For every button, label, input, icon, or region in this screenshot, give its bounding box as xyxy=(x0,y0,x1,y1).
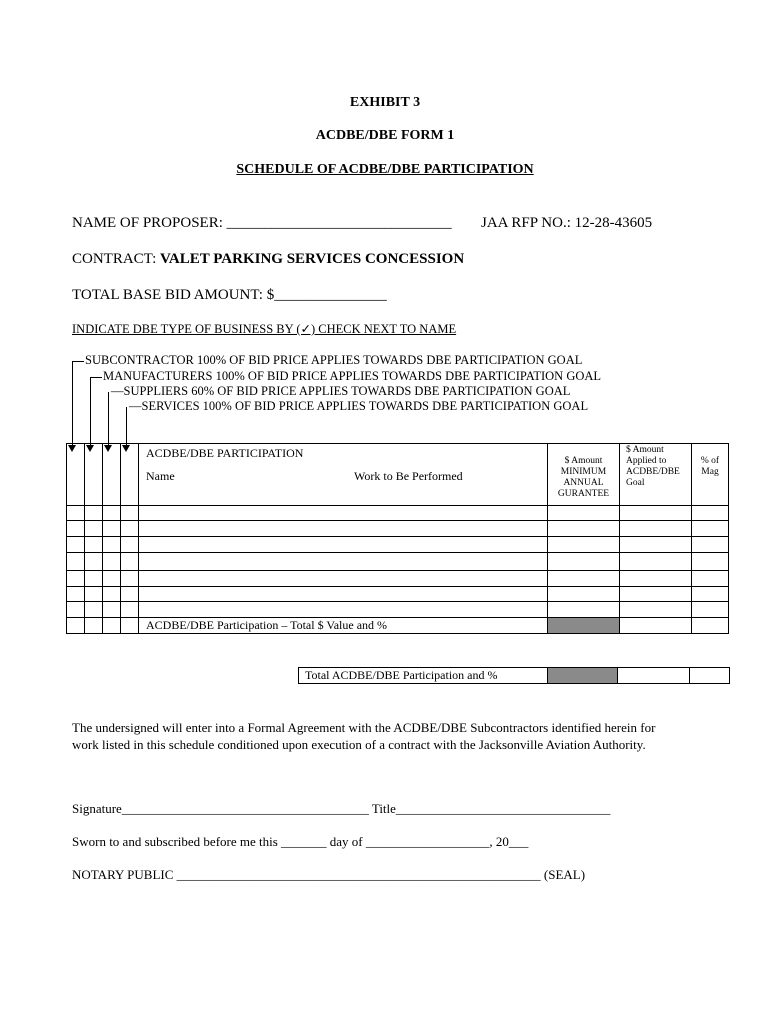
dbe-type-subcontractor: SUBCONTRACTOR 100% OF BID PRICE APPLIES TOWARDS DBE PARTICIPATION GOAL xyxy=(85,353,583,367)
contract-label: CONTRACT: xyxy=(72,251,161,267)
sworn-field[interactable]: Sworn to and subscribed before me this _______ day of ___________________, 20___ xyxy=(72,834,529,849)
table-row[interactable] xyxy=(67,521,729,537)
name-work-header xyxy=(139,444,548,506)
applied-total-cell[interactable] xyxy=(620,618,692,634)
table-row[interactable] xyxy=(67,537,729,553)
check-cell[interactable] xyxy=(67,444,85,506)
statement-line-1: The undersigned will enter into a Formal Agreement with the ACDBE/DBE Subcontractors identified herein for xyxy=(72,720,656,735)
name-column-header: Name xyxy=(146,469,175,483)
check-cell[interactable] xyxy=(121,444,139,506)
exhibit-label: EXHIBIT 3 xyxy=(349,95,421,110)
total-row xyxy=(67,618,729,634)
total-row-label: ACDBE/DBE Participation – Total $ Value and % xyxy=(139,618,548,634)
grand-total-table xyxy=(298,667,730,684)
contract-value: VALET PARKING SERVICES CONCESSION xyxy=(160,251,465,267)
dbe-type-suppliers: —SUPPLIERS 60% OF BID PRICE APPLIES TOWARDS DBE PARTICIPATION GOAL xyxy=(111,384,571,398)
shaded-cell xyxy=(548,668,618,684)
section-heading: ACDBE/DBE PARTICIPATION xyxy=(146,446,304,460)
table-row[interactable] xyxy=(67,506,729,521)
check-cell[interactable] xyxy=(103,444,121,506)
form-label: ACDBE/DBE FORM 1 xyxy=(315,128,455,143)
dbe-type-manufacturers: MANUFACTURERS 100% OF BID PRICE APPLIES TOWARDS DBE PARTICIPATION GOAL xyxy=(103,369,602,383)
table-row[interactable] xyxy=(67,571,729,587)
amount-column-header: $ Amount MINIMUM ANNUAL GURANTEE xyxy=(548,444,620,506)
contract-line xyxy=(72,251,464,268)
grand-total-percent-cell[interactable] xyxy=(690,668,730,684)
dbe-type-instruction: INDICATE DBE TYPE OF BUSINESS BY (✓) CHECK NEXT TO NAME xyxy=(72,322,457,336)
percent-total-cell[interactable] xyxy=(692,618,729,634)
statement-line-2: work listed in this schedule conditioned upon execution of a contract with the Jacksonville Aviation Authority. xyxy=(72,737,646,752)
dbe-type-services: —SERVICES 100% OF BID PRICE APPLIES TOWARDS DBE PARTICIPATION GOAL xyxy=(129,399,589,413)
rfp-number: JAA RFP NO.: 12-28-43605 xyxy=(481,215,653,231)
proposer-name-field[interactable]: NAME OF PROPOSER: ______________________________ xyxy=(72,215,452,231)
signature-title-field[interactable]: Signature______________________________________ Title_________________________________ xyxy=(72,801,611,816)
notary-field[interactable]: NOTARY PUBLIC ________________________________________________________ (SEAL) xyxy=(72,867,586,882)
grand-total-label: Total ACDBE/DBE Participation and % xyxy=(299,668,548,684)
participation-table xyxy=(66,443,729,634)
table-row[interactable] xyxy=(67,553,729,571)
percent-column-header: % of Mag xyxy=(692,444,729,506)
work-column-header: Work to Be Performed xyxy=(354,469,463,483)
check-cell[interactable] xyxy=(85,444,103,506)
table-row[interactable] xyxy=(67,587,729,602)
table-header-row xyxy=(67,444,729,506)
grand-total-amount-cell[interactable] xyxy=(618,668,690,684)
total-base-bid-field[interactable]: TOTAL BASE BID AMOUNT: $_______________ xyxy=(72,287,387,303)
page-title: SCHEDULE OF ACDBE/DBE PARTICIPATION xyxy=(236,162,534,177)
applied-column-header: $ Amount Applied to ACDBE/DBE Goal xyxy=(620,444,692,506)
table-row[interactable] xyxy=(67,602,729,618)
shaded-cell xyxy=(548,618,620,634)
